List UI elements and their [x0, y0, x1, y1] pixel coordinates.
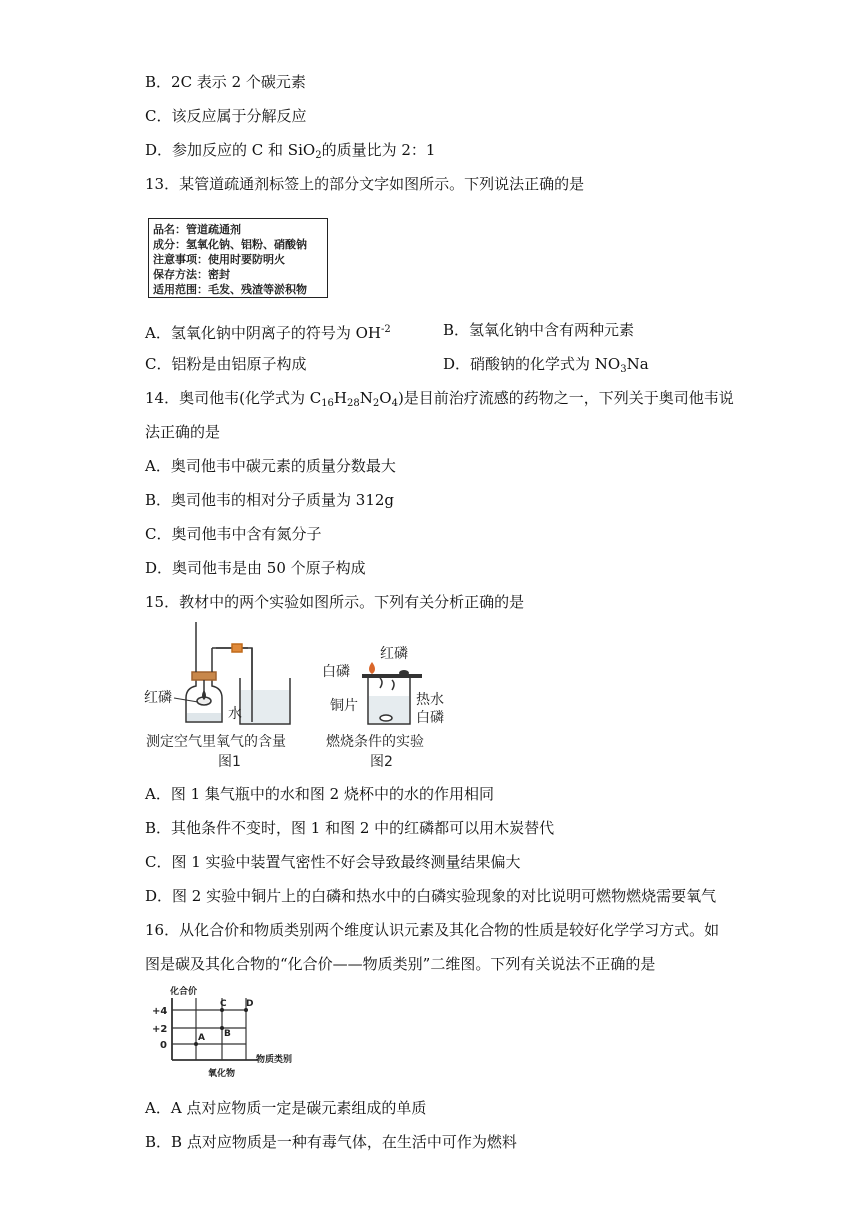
q16-option-a: A．A 点对应物质一定是碳元素组成的单质 [145, 1099, 427, 1117]
q12-option-b: B．2C 表示 2 个碳元素 [145, 73, 306, 91]
fig2-label-copper-sheet: 铜片 [330, 698, 358, 714]
q13-option-a: A．氢氧化钠中阴离子的符号为 $OH^{-2}$ [145, 324, 391, 342]
q16-option-b: B．B 点对应物质是一种有毒气体，在生活中可作为燃料 [145, 1133, 517, 1151]
chart-y-tick-plus4: +4 [152, 1006, 168, 1017]
fig2-caption: 燃烧条件的实验 [326, 734, 424, 750]
q13-option-d: D．硝酸钠的化学式为 $NO_3Na$ [443, 355, 649, 375]
q15-option-d: D．图 2 实验中铜片上的白磷和热水中的白磷实验现象的对比说明可燃物燃烧需要氧气 [145, 887, 717, 905]
fig2-label-red-phosphorus: 红磷 [380, 646, 408, 662]
label-line-storage: 保存方法：密封 [153, 268, 230, 281]
q12-option-d: D．参加反应的 C 和 SiO$_2$的质量比为 2：1 [145, 141, 436, 161]
chart-point-c-label: C [220, 999, 227, 1009]
q16-stem: 16．从化合价和物质类别两个维度认识元素及其化合物的性质是较好化学学习方式。如 [145, 921, 720, 939]
chart-y-title: 化合价 [170, 987, 198, 997]
label-line-ingredients: 成分：氢氧化钠、铝粉、硝酸钠 [153, 238, 307, 251]
q14-option-c: C．奥司他韦中含有氮分子 [145, 525, 322, 543]
chart-y-tick-plus2: +2 [152, 1024, 168, 1035]
q14-stem-continued: 法正确的是 [145, 423, 221, 441]
figure-2-apparatus [362, 676, 422, 724]
product-label-image [148, 218, 328, 298]
fig1-name: 图1 [218, 754, 241, 770]
fig1-label-water: 水 [228, 706, 242, 722]
label-line-caution: 注意事项：使用时要防明火 [153, 253, 285, 266]
q14-option-d: D．奥司他韦是由 50 个原子构成 [145, 559, 366, 577]
label-line-scope: 适用范围：毛发、残渣等淤积物 [153, 283, 307, 296]
fig2-label-white-phosphorus-bottom: 白磷 [416, 710, 444, 726]
q15-option-c: C．图 1 实验中装置气密性不好会导致最终测量结果偏大 [145, 853, 521, 871]
q13-option-b: B．氢氧化钠中含有两种元素 [443, 321, 635, 339]
q15-option-b: B．其他条件不变时，图 1 和图 2 中的红磷都可以用木炭替代 [145, 819, 555, 837]
fig2-name: 图2 [370, 754, 393, 770]
flame-icon [369, 662, 375, 674]
q12-option-c: C．该反应属于分解反应 [145, 107, 307, 125]
red-phosphorus-icon [399, 670, 409, 676]
fig1-caption: 测定空气里氧气的含量 [146, 734, 286, 750]
experiment-figures [140, 618, 460, 778]
q14-stem: 14．奥司他韦(化学式为 $C_{16}H_{28}N_2O_4$)是目前治疗流感的药物之一，下列关于奥司他韦说 [145, 389, 734, 409]
fig1-label-red-phosphorus: 红磷 [144, 690, 172, 706]
fig2-label-white-phosphorus-top: 白磷 [322, 664, 350, 680]
q13-stem: 13．某管道疏通剂标签上的部分文字如图所示。下列说法正确的是 [145, 175, 585, 193]
q15-stem: 15．教材中的两个实验如图所示。下列有关分析正确的是 [145, 593, 525, 611]
chart-point-b-label: B [224, 1029, 231, 1039]
chart-point-a-label: A [198, 1033, 205, 1043]
q15-option-a: A．图 1 集气瓶中的水和图 2 烧杯中的水的作用相同 [145, 785, 494, 803]
q14-option-b: B．奥司他韦的相对分子质量为 312g [145, 491, 395, 509]
q13-option-c: C．铝粉是由铝原子构成 [145, 355, 307, 373]
fig2-label-hot-water: 热水 [416, 692, 444, 708]
valence-category-chart [150, 982, 310, 1082]
chart-y-tick-zero: 0 [160, 1040, 167, 1051]
q14-option-a: A．奥司他韦中碳元素的质量分数最大 [145, 457, 396, 475]
label-line-name: 品名：管道疏通剂 [153, 223, 241, 236]
q16-stem-continued: 图是碳及其化合物的“化合价——物质类别”二维图。下列有关说法不正确的是 [145, 955, 656, 973]
chart-x-category: 氧化物 [208, 1069, 236, 1079]
chart-x-title: 物质类别 [256, 1055, 293, 1065]
chart-point-d-label: D [246, 999, 254, 1009]
